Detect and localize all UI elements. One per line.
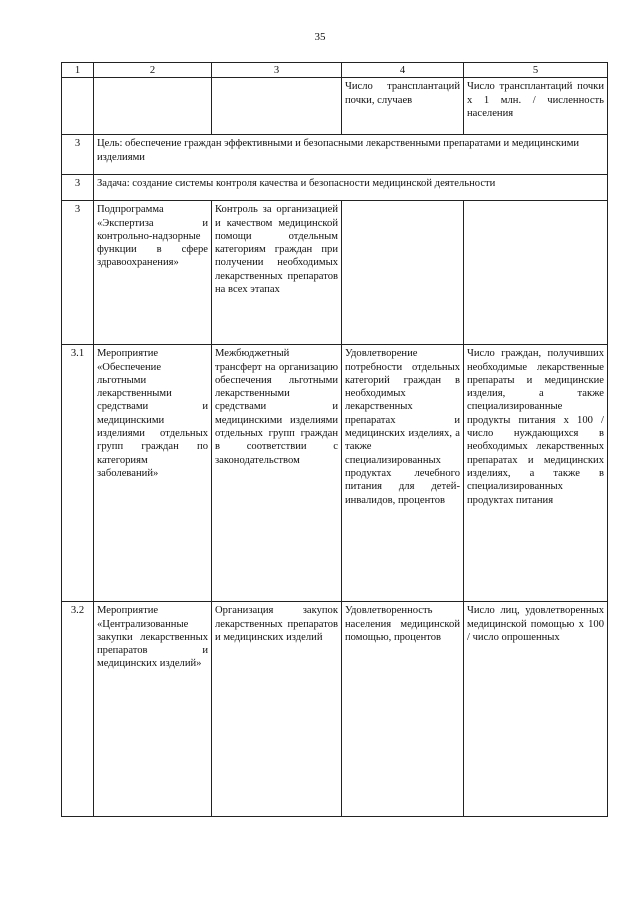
table-cell bbox=[62, 78, 94, 135]
measure-name: Мероприятие «Обеспечение льготными лекарственными средствами и медицинскими изделиями отдельных групп граждан по категориям заболеваний» bbox=[94, 345, 212, 602]
header-col-5: 5 bbox=[464, 63, 608, 78]
measure-description: Организация закупок лекарственных препаратов и медицинских изделий bbox=[212, 602, 342, 817]
task-row bbox=[62, 175, 608, 201]
subprogram-name: Подпрограмма «Экспертиза и контрольно-надзорные функции в сфере здравоохранения» bbox=[94, 201, 212, 345]
goal-number: 3 bbox=[62, 135, 94, 175]
table-row bbox=[62, 78, 608, 135]
measure-number: 3.2 bbox=[62, 602, 94, 817]
task-text: Задача: создание системы контроля качества и безопасности медицинской деятельности bbox=[94, 175, 608, 201]
measure-formula: Число лиц, удовлетворенных медицинской помощью x 100 / число опрошенных bbox=[464, 602, 608, 817]
table-cell bbox=[464, 201, 608, 345]
measure-formula: Число граждан, получивших необходимые лекарственные препараты и медицинские изделия, а также специализированные продукты питания x 100 / число нуждающихся в необходимых лекарственных препаратах и медицинских изделиях, а также в специализированных продуктах питания bbox=[464, 345, 608, 602]
goal-text: Цель: обеспечение граждан эффективными и безопасными лекарственными препаратами и медицинскими изделиями bbox=[94, 135, 608, 175]
subprogram-description: Контроль за организацией и качеством медицинской помощи отдельным категориям граждан при получении необходимых лекарственных препаратов на всех этапах bbox=[212, 201, 342, 345]
measure-row-3-2 bbox=[62, 602, 608, 817]
subprogram-row bbox=[62, 201, 608, 345]
table-header-row bbox=[62, 63, 608, 78]
goal-row bbox=[62, 135, 608, 175]
page-number: 35 bbox=[314, 31, 326, 43]
measure-indicator: Удовлетворенность населения медицинской помощью, процентов bbox=[342, 602, 464, 817]
header-col-2: 2 bbox=[94, 63, 212, 78]
formula-cell: Число трансплантаций почки x 1 млн. / численность населения bbox=[464, 78, 608, 135]
indicator-cell: Число трансплантаций почки, случаев bbox=[342, 78, 464, 135]
task-number: 3 bbox=[62, 175, 94, 201]
header-col-3: 3 bbox=[212, 63, 342, 78]
table-cell bbox=[212, 78, 342, 135]
measure-name: Мероприятие «Централизованные закупки лекарственных препаратов и медицинских изделий» bbox=[94, 602, 212, 817]
header-col-1: 1 bbox=[62, 63, 94, 78]
table-cell bbox=[94, 78, 212, 135]
subprogram-number: 3 bbox=[62, 201, 94, 345]
measure-description: Межбюджетный трансферт на организацию обеспечения льготными лекарственными средствами и медицинскими изделиями отдельных групп граждан в соответствии с законодательством bbox=[212, 345, 342, 602]
header-col-4: 4 bbox=[342, 63, 464, 78]
measure-row-3-1 bbox=[62, 345, 608, 602]
measure-number: 3.1 bbox=[62, 345, 94, 602]
indicators-table bbox=[61, 62, 608, 817]
table-cell bbox=[342, 201, 464, 345]
measure-indicator: Удовлетворение потребности отдельных категорий граждан в необходимых лекарственных препаратах и медицинских изделиях, а также специализированных продуктах лечебного питания для детей-инвалидов, процентов bbox=[342, 345, 464, 602]
